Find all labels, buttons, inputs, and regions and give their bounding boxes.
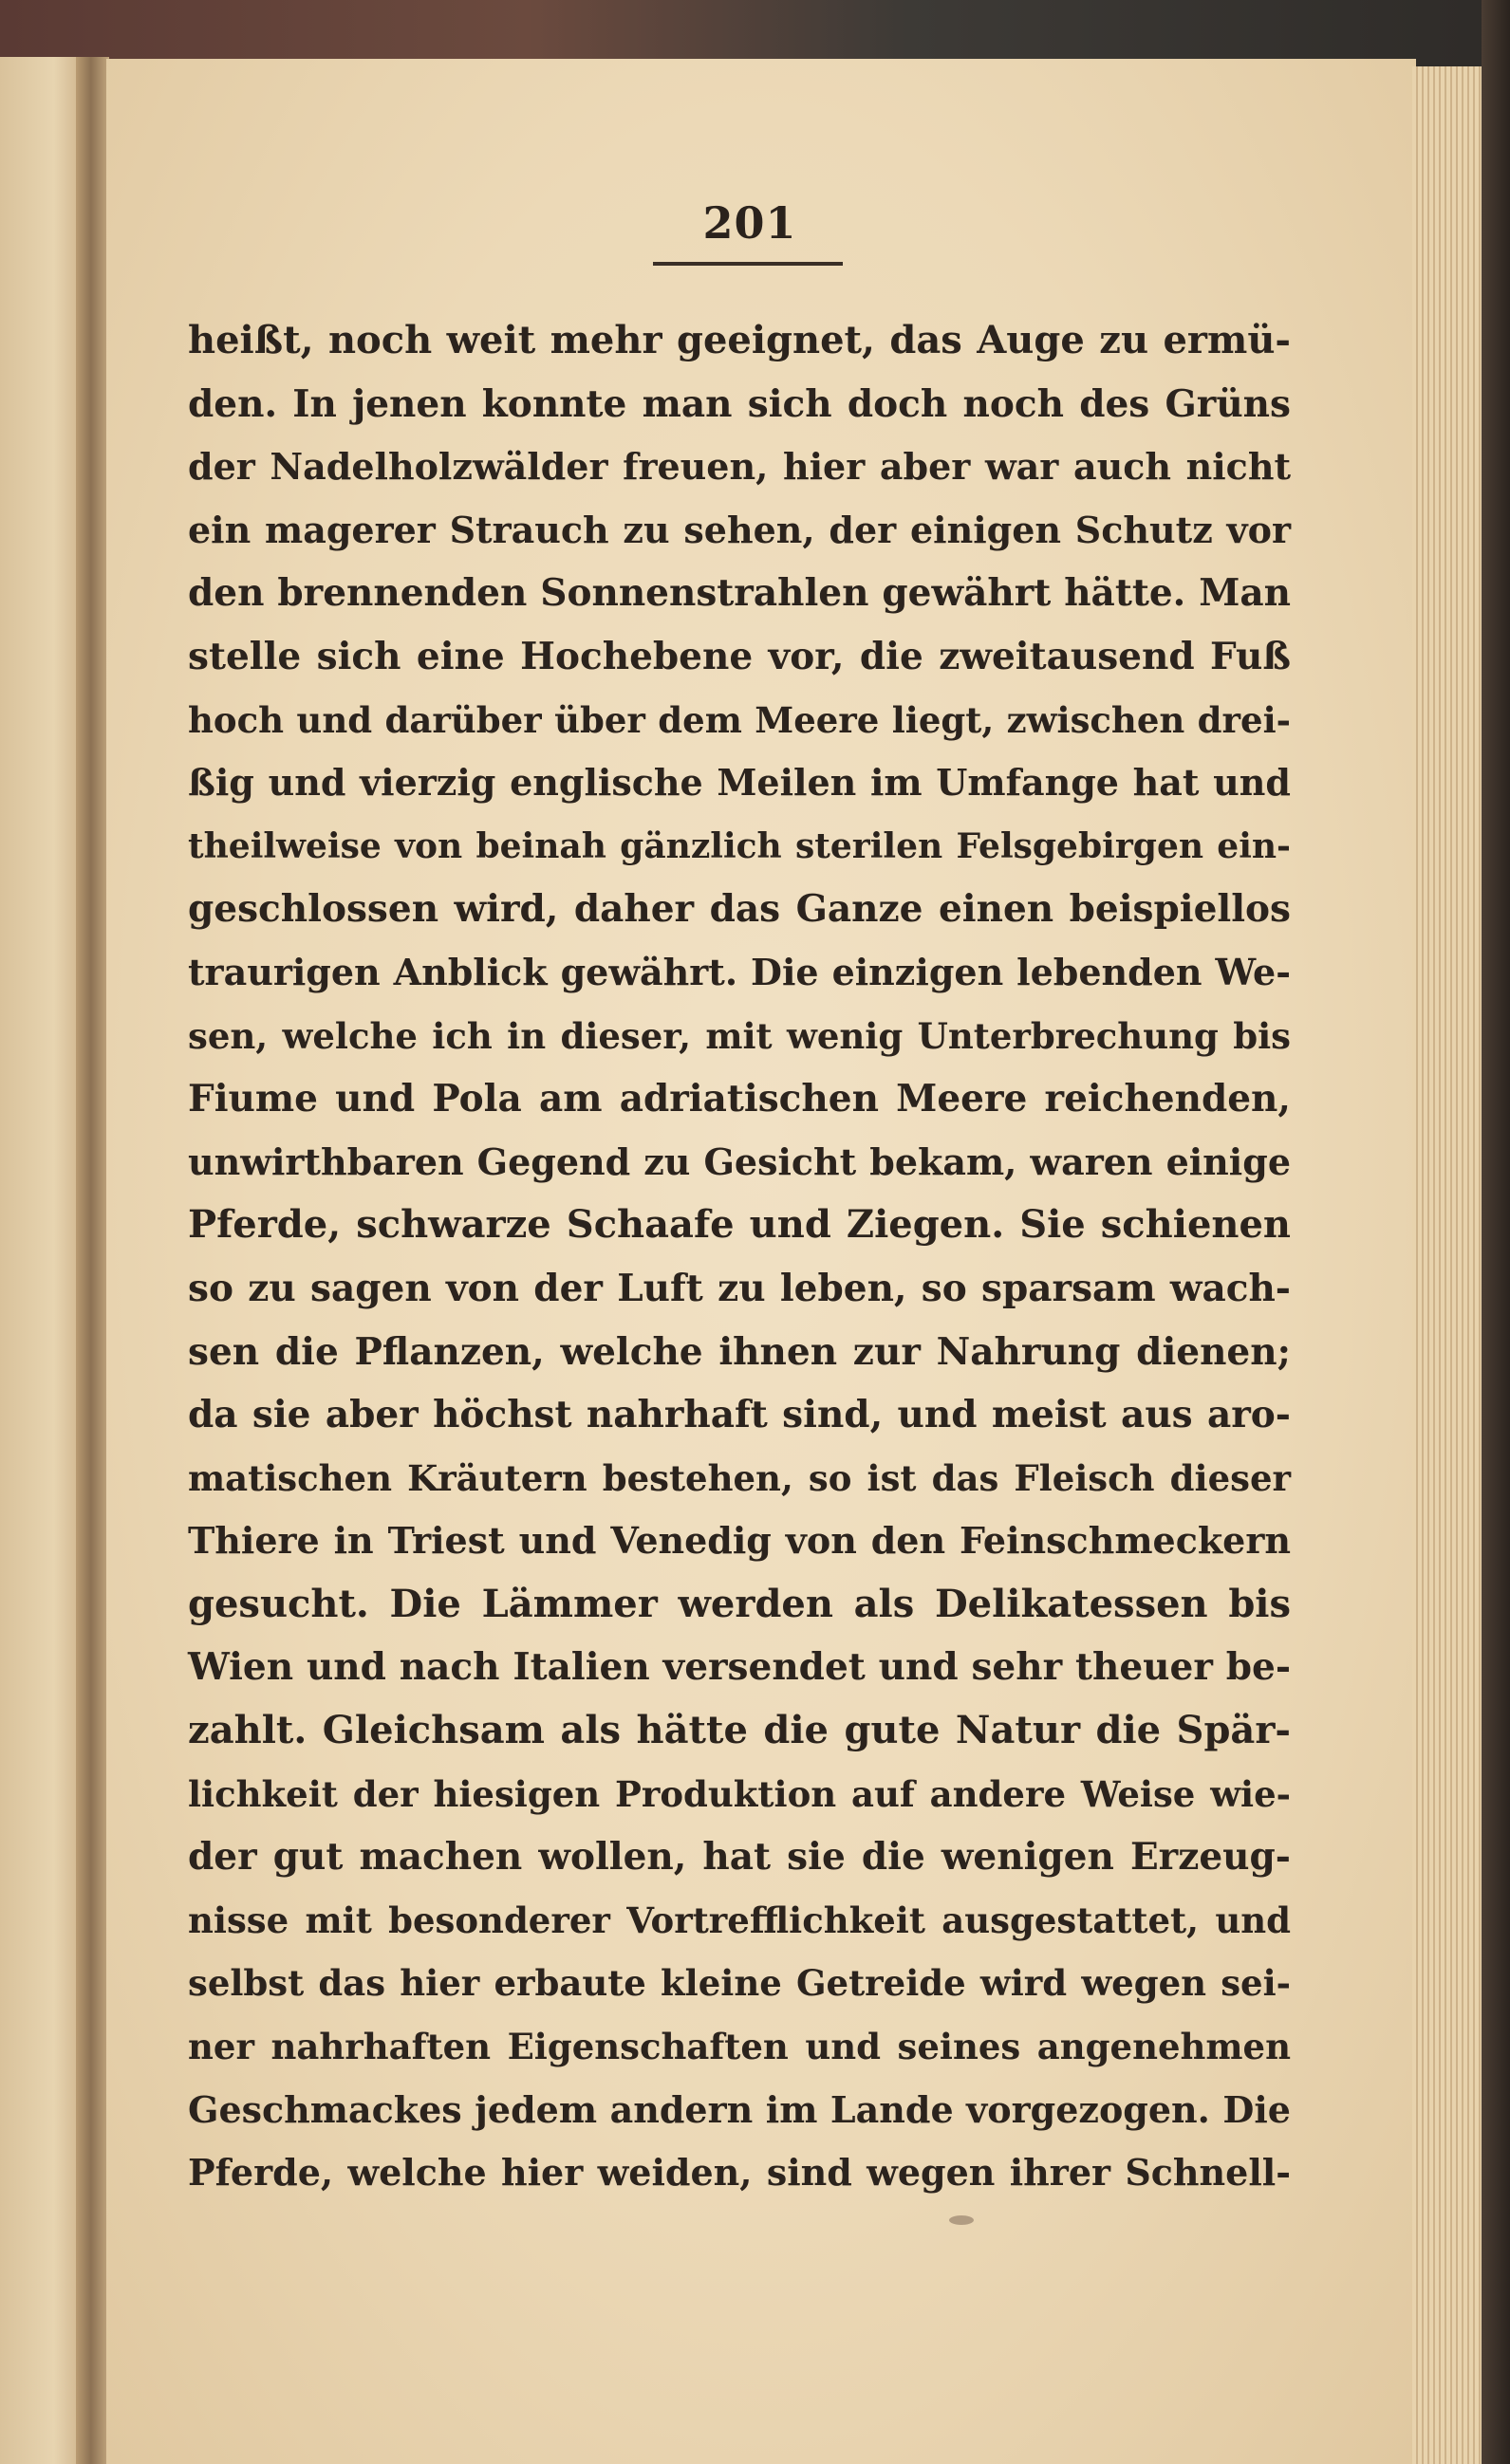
text-line: traurigen Anblick gewährt. Die einzigen lebenden We- xyxy=(188,950,1291,993)
text-line: sen die Pflanzen, welche ihnen zur Nahrung dienen; xyxy=(188,1329,1291,1374)
ink-smudge xyxy=(949,2215,974,2225)
book-cover-right-edge xyxy=(1482,0,1510,2464)
page-stack-edges xyxy=(1412,66,1483,2464)
text-line: der gut machen wollen, hat sie die wenigen Erzeug- xyxy=(188,1835,1291,1880)
text-line: lichkeit der hiesigen Produktion auf andere Weise wie- xyxy=(188,1772,1291,1815)
text-line: den brennenden Sonnenstrahlen gewährt hätte. Man xyxy=(188,571,1291,616)
text-line: Thiere in Triest und Venedig von den Feinschmeckern xyxy=(188,1519,1291,1563)
book-gutter xyxy=(76,57,109,2464)
text-line: so zu sagen von der Luft zu leben, so sparsam wach- xyxy=(188,1266,1291,1310)
text-line: ner nahrhaften Eigenschaften und seines angenehmen xyxy=(188,2026,1291,2068)
text-line: geschlossen wird, daher das Ganze einen beispiellos xyxy=(188,887,1291,932)
text-line: ein magerer Strauch zu sehen, der einigen Schutz vor xyxy=(188,508,1291,551)
text-line: matischen Kräutern bestehen, so ist das Fleisch dieser xyxy=(188,1456,1291,1499)
text-line: theilweise von beinah gänzlich sterilen Felsgebirgen ein- xyxy=(188,825,1291,866)
text-line: Pferde, welche hier weiden, sind wegen ihrer Schnell- xyxy=(188,2151,1291,2195)
text-line: ßig und vierzig englische Meilen im Umfange hat und xyxy=(188,761,1291,805)
text-line: unwirthbaren Gegend zu Gesicht bekam, waren einige xyxy=(188,1139,1291,1183)
text-line: den. In jenen konnte man sich doch noch des Grüns xyxy=(188,381,1291,426)
text-line: heißt, noch weit mehr geeignet, das Auge zu ermü- xyxy=(188,318,1291,362)
text-line: da sie aber höchst nahrhaft sind, und meist aus aro- xyxy=(188,1393,1291,1437)
text-line: stelle sich eine Hochebene vor, die zweitausend Fuß xyxy=(188,634,1291,678)
text-line: sen, welche ich in dieser, mit wenig Unterbrechung bis xyxy=(188,1014,1291,1057)
text-line: Geschmackes jedem andern im Lande vorgezogen. Die xyxy=(188,2087,1291,2131)
text-line: der Nadelholzwälder freuen, hier aber war auch nicht xyxy=(188,445,1291,489)
page-number-rule xyxy=(653,262,843,266)
body-text xyxy=(188,309,1291,2205)
text-line: Pferde, schwarze Schaafe und Ziegen. Sie schienen xyxy=(188,1202,1291,1248)
text-line: gesucht. Die Lämmer werden als Delikatessen bis xyxy=(188,1581,1291,1626)
text-line: Fiume und Pola am adriatischen Meere reichenden, xyxy=(188,1077,1291,1121)
page-number: 201 xyxy=(702,197,797,249)
text-line: selbst das hier erbaute kleine Getreide wird wegen sei- xyxy=(188,1962,1291,2005)
text-line: Wien und nach Italien versendet und sehr theuer be- xyxy=(188,1645,1291,1690)
text-line: hoch und darüber über dem Meere liegt, zwischen drei- xyxy=(188,698,1291,741)
text-line: zahlt. Gleichsam als hätte die gute Natur die Spär- xyxy=(188,1708,1291,1753)
text-line: nisse mit besonderer Vortrefflichkeit ausgestattet, und xyxy=(188,1899,1291,1941)
